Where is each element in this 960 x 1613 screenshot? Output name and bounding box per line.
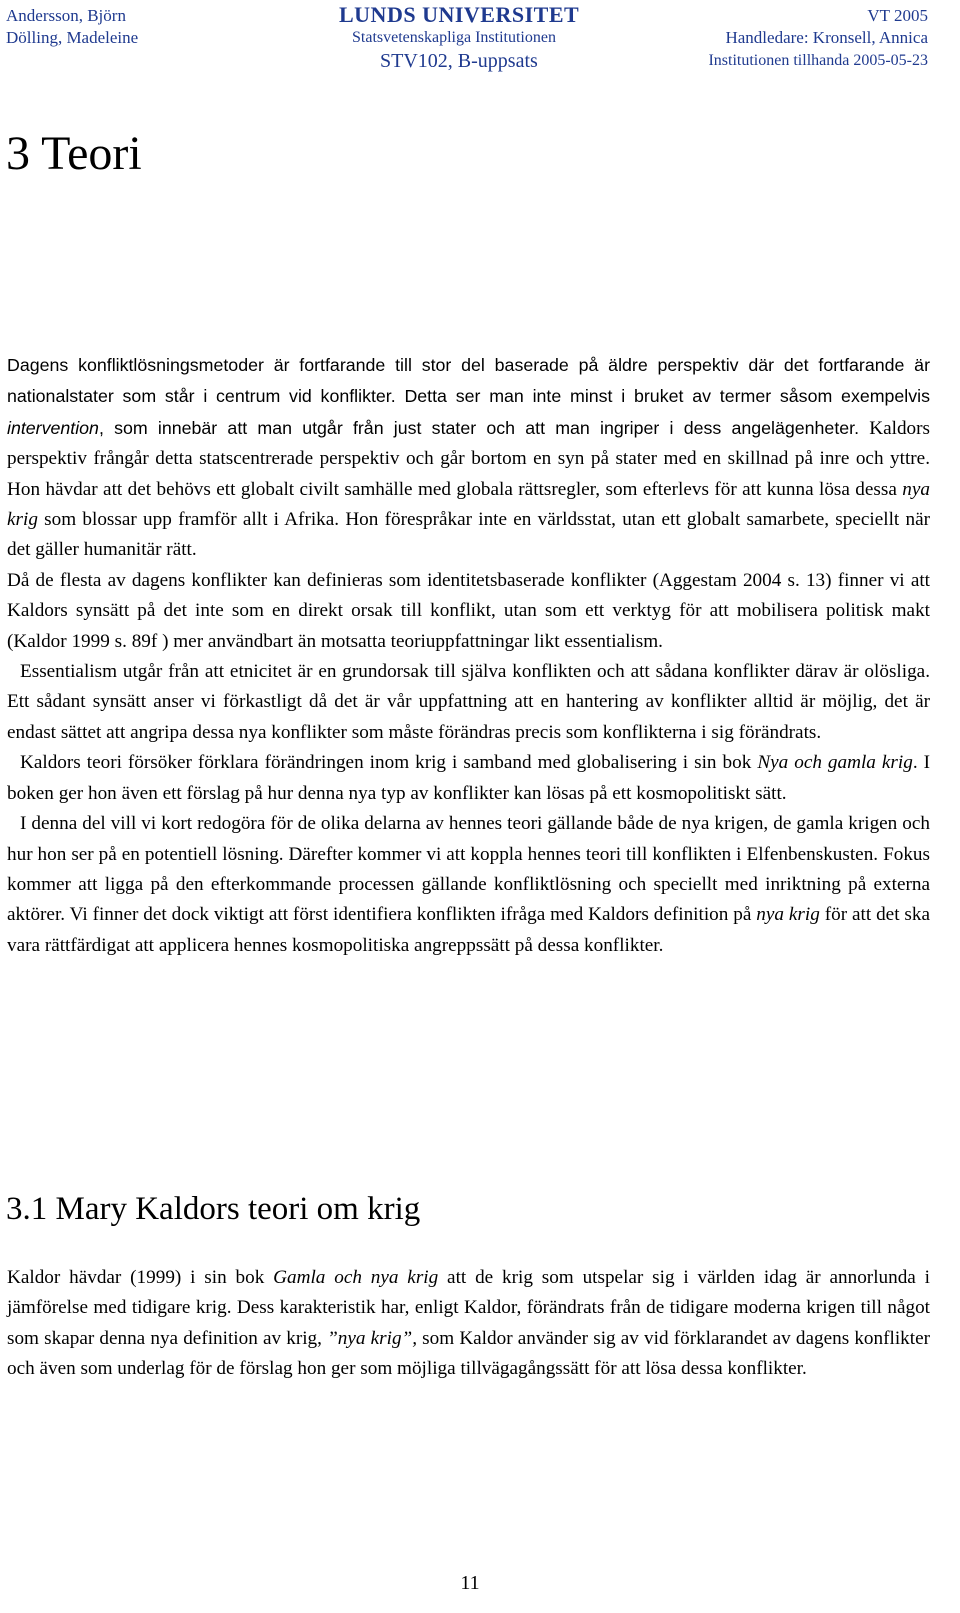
section-text-a: Kaldor hävdar (1999) i sin bok [7, 1267, 274, 1288]
book-title-gamla-och-nya-krig: Gamla och nya krig [273, 1267, 439, 1288]
section-paragraph [7, 1263, 930, 1385]
term: VT 2005 [867, 6, 928, 25]
paragraph-1-text-d: som blossar upp framför allt i Afrika. Hon förespråkar inte en världsstat, utan ett globalt samarbete, speciellt när det gäller humanitär rätt. [7, 509, 930, 561]
paragraph-1-text-a: Dagens konfliktlösningsmetoder är fortfarande till stor del baserade på äldre perspektiv där det fortfarande är nationalstater som står i centrum vid konflikter. Detta ser man inte minst i bruket av termer såsom exempelvis [7, 355, 930, 407]
section-text-b: att de krig som utspelar sig i världen idag är annorlunda i jämförelse med tidigare krig. Dess karakteristik har, enligt Kaldor, förändrats från de tidigare moderna krigen till något som skapar denna nya definition av krig, [7, 1267, 930, 1349]
author-1: Andersson, Björn [6, 6, 126, 25]
chapter-body [7, 350, 930, 961]
course-code: STV102, B-uppsats [380, 50, 538, 72]
term-intervention: intervention [7, 417, 99, 438]
term-nya-krig-quoted: ”nya krig”, [327, 1327, 418, 1349]
section-title: 3.1 Mary Kaldors teori om krig [6, 1191, 421, 1227]
paragraph-5 [7, 809, 930, 961]
author-2: Dölling, Madeleine [6, 28, 139, 47]
term-nya-krig: nya krig [7, 478, 930, 531]
page-header [0, 0, 960, 80]
paragraph-5-text-b: för att det ska vara rättfärdigat att applicera hennes kosmopolitiska angreppssätt på dessa konflikter. [7, 904, 931, 956]
chapter-title: 3 Teori [6, 127, 142, 180]
university-name: LUNDS UNIVERSITET [339, 2, 580, 27]
paragraph-5-text-a: I denna del vill vi kort redogöra för de olika delarna av hennes teori gällande både de nya krigen, de gamla krigen och hur hon ser på en potentiell lösning. Därefter kommer vi att koppla hennes teori till konflikten i Elfenbenskusten. Fokus kommer att ligga på den efterkommande processen gällande konfliktlösning och speciellt med inriktning på externa aktörer. Vi finner det dock viktigt att först identifiera konflikten ifråga med Kaldors definition på [7, 813, 930, 926]
paragraph-3: Essentialism utgår från att etnicitet är en grundorsak till själva konflikten och att sådana konflikter därav är olösliga. Ett sådant synsätt anser vi förkastligt då det är vår uppfattning att en hantering av konflikter alltid är möjlig, det är endast sättet att angripa dessa nya konflikter som måste förändras precis som konflikterna i sig förändrats. [7, 661, 930, 743]
paragraph-4-text-a: Kaldors teori försöker förklara förändringen inom krig i samband med globalisering i sin bok [20, 752, 758, 774]
paragraph-1-text-c: Kaldors perspektiv frångår detta statscentrerade perspektiv och går bortom en syn på stater med en skillnad på inre och yttre. Hon hävdar att det behövs ett globalt civilt samhälle med globala rättsregler, som efterlevs för att kunna lösa dessa [7, 417, 930, 500]
submission-date: Institutionen tillhanda 2005-05-23 [708, 52, 928, 69]
section-body [7, 1263, 930, 1385]
paragraph-4 [7, 748, 930, 809]
term-nya-krig-2: nya krig [756, 904, 820, 926]
paragraph-4-text-b: . I boken ger hon även ett förslag på hur denna nya typ av konflikter kan lösas på ett kosmopolitiskt sätt. [7, 752, 931, 804]
paragraph-1-text-b: , som innebär att man utgår från just stater och att man ingriper i dess angelägenheter. [98, 417, 870, 438]
paragraph-2: Då de flesta av dagens konflikter kan definieras som identitetsbaserade konflikter (Aggestam 2004 s. 13) finner vi att Kaldors synsätt på det inte som en direkt orsak till konflikt, utan som ett verktyg för att mobilisera politisk makt (Kaldor 1999 s. 89f ) mer användbart än motsatta teoriuppfattningar likt essentialism. [7, 569, 930, 652]
paragraph-1 [7, 350, 930, 566]
page-number: 11 [460, 1572, 480, 1594]
section-text-c: som Kaldor använder sig av vid förklarandet av dagens konflikter och även som underlag för de förslag hon ger som möjliga tillvägagångssätt för att lösa dessa konflikter. [7, 1327, 930, 1380]
supervisor: Handledare: Kronsell, Annica [725, 28, 928, 47]
department-name: Statsvetenskapliga Institutionen [352, 29, 556, 46]
book-title-nya-och-gamla-krig: Nya och gamla krig [757, 752, 913, 774]
